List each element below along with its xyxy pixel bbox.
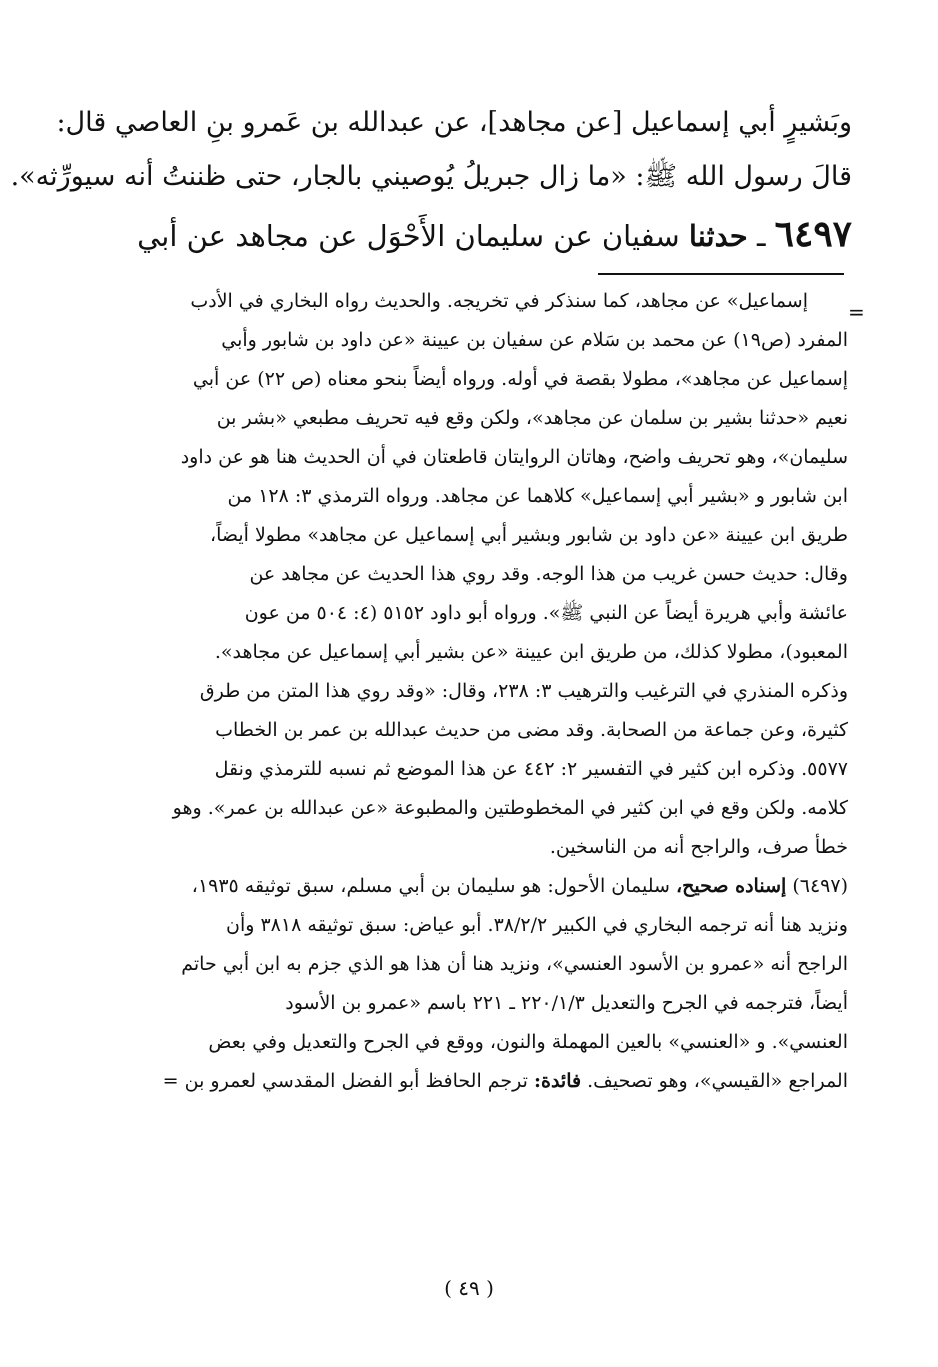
- hadith-number: ٦٤٩٧: [774, 213, 852, 255]
- footnote-6497-first-line: [88, 867, 848, 906]
- footnote-line: كثيرة، وعن جماعة من الصحابة. وقد مضى من حديث عبدالله بن عمر بن الخطاب: [215, 719, 848, 741]
- footnote-line: ونزيد هنا أنه ترجمه البخاري في الكبير ٣٨/٢/٢. أبو عياض: سبق توثيقه ٣٨١٨ وأن: [226, 914, 848, 936]
- footnote-faida: فائدة:: [533, 1070, 582, 1092]
- footnote-line: وقال: حديث حسن غريب من هذا الوجه. وقد روي هذا الحديث عن مجاهد عن: [249, 563, 848, 585]
- footnote-line: المفرد (ص١٩) عن محمد بن سَلام عن سفيان بن عيينة «عن داود بن شابور وأبي: [221, 329, 848, 351]
- footnote-line: الراجح أنه «عمرو بن الأسود العنسي»، ونزيد هنا أن هذا هو الذي جزم به ابن أبي حاتم: [181, 953, 848, 975]
- footnotes: [88, 282, 848, 1101]
- footnote-line: كلامه. ولكن وقع في ابن كثير في المخطوطتين والمطبوعة «عن عبدالله بن عمر». وهو: [172, 797, 848, 819]
- footnote-line: سليمان»، وهو تحريف واضح، وهاتان الروايتان قاطعتان في أن الحديث هنا هو عن داود: [180, 446, 848, 468]
- footnote-lead: إسناده صحيح،: [676, 875, 787, 897]
- footnote-line: إسماعيل عن مجاهد»، مطولا بقصة في أوله. ورواه أيضاً بنحو معناه (ص ٢٢) عن أبي: [192, 368, 848, 390]
- footnote-last-line: [88, 1062, 848, 1101]
- footnote-line: عائشة وأبي هريرة أيضاً عن النبي ﷺ». ورواه أبو داود ٥١٥٢ (٤: ٥٠٤ من عون: [244, 602, 848, 624]
- footnote-line: خطأ صرف، والراجح أنه من الناسخين.: [549, 836, 848, 858]
- footnote-line: أيضاً، فترجمه في الجرح والتعديل ٢٢٠/١/٣ ـ ٢٢١ باسم «عمرو بن الأسود: [285, 992, 848, 1014]
- hadith-lead: حدثنا: [688, 219, 748, 253]
- footnote-divider: [598, 273, 844, 275]
- footnote-line: المعبود)، مطولا كذلك، من طريق ابن عيينة «عن بشير أبي إسماعيل عن مجاهد».: [214, 641, 848, 663]
- continuation-mark: =: [848, 300, 865, 324]
- footnote-line: وذكره المنذري في الترغيب والترهيب ٣: ٢٣٨، وقال: «وقد روي هذا المتن من طرق: [199, 680, 848, 702]
- hadith-heading: [120, 204, 852, 266]
- main-text: [10, 96, 852, 266]
- main-line-2: قالَ رسول الله ﷺ: «ما زال جبريلُ يُوصيني بالجار، حتى ظننتُ أنه سيورِّثه».: [10, 161, 852, 192]
- footnote-line: نعيم «حدثنا بشير بن سلمان عن مجاهد»، ولكن وقع فيه تحريف مطبعي «بشر بن: [216, 407, 848, 429]
- footnote-first-rest: سليمان الأحول: هو سليمان بن أبي مسلم، سبق توثيقه ١٩٣٥،: [191, 875, 670, 897]
- footnote-line: طريق ابن عيينة «عن داود بن شابور وبشير أبي إسماعيل عن مجاهد» مطولا أيضاً،: [209, 524, 848, 546]
- page-number: ( ٤٩ ): [444, 1276, 494, 1300]
- footnote-last-before: المراجع «القيسي»، وهو تصحيف.: [587, 1070, 848, 1092]
- footnote-line: ابن شابور و «بشير أبي إسماعيل» كلاهما عن مجاهد. ورواه الترمذي ٣: ١٢٨ من: [227, 485, 848, 507]
- footnote-line: ٥٥٧٧. وذكره ابن كثير في التفسير ٢: ٤٤٢ عن هذا الموضع ثم نسبه للترمذي ونقل: [214, 758, 848, 780]
- footnote-last-after: ترجم الحافظ أبو الفضل المقدسي لعمرو بن =: [162, 1070, 528, 1092]
- main-line-1: وبَشيرٍ أبي إسماعيل [عن مجاهد]، عن عبدالله بن عَمرو بنِ العاصي قال:: [56, 107, 852, 138]
- hadith-rest: سفيان عن سليمان الأَحْوَل عن مجاهد عن أبي: [137, 219, 680, 253]
- footnote-marker: (٦٤٩٧): [792, 875, 848, 897]
- footnote-line: إسماعيل» عن مجاهد، كما سنذكر في تخريجه. والحديث رواه البخاري في الأدب: [190, 290, 808, 312]
- hadith-dash: ـ: [756, 219, 766, 253]
- footnote-line: العنسي». و «العنسي» بالعين المهملة والنون، ووقع في الجرح والتعديل وفي بعض: [208, 1031, 848, 1053]
